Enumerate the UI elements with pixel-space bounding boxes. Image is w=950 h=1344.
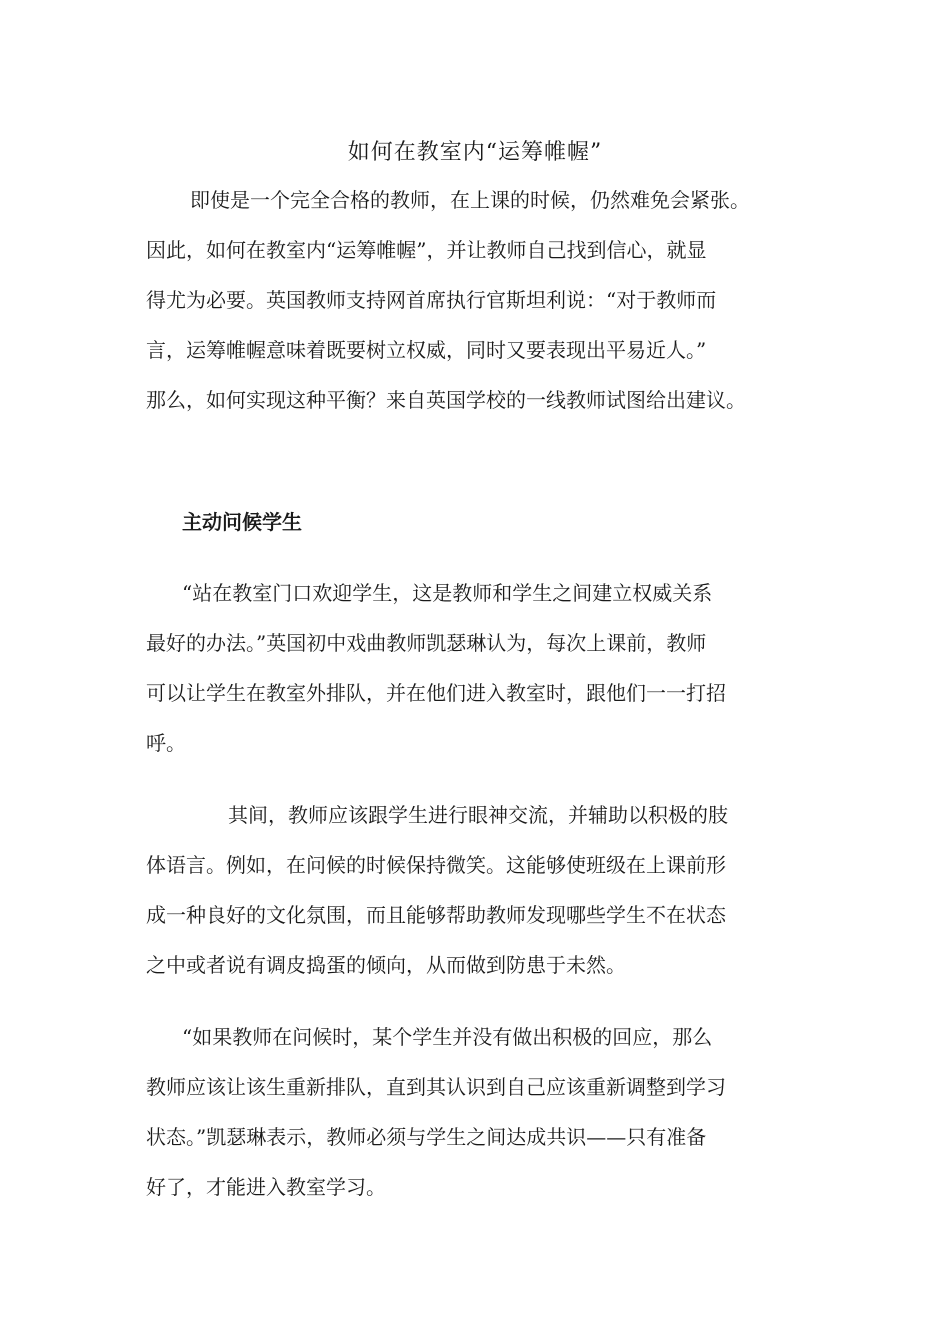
paragraph-2-line-4: 之中或者说有调皮捣蛋的倾向，从而做到防患于未然。 — [146, 953, 626, 977]
paragraph-3-line-3: 状态。”凯瑟琳表示，教师必须与学生之间达成共识——只有准备 — [146, 1125, 707, 1149]
intro-line-2: 因此，如何在教室内“运筹帷幄”，并让教师自己找到信心，就显 — [146, 238, 707, 262]
intro-line-3: 得尤为必要。英国教师支持网首席执行官斯坦利说：“对于教师而 — [146, 288, 717, 312]
intro-line-4: 言，运筹帷幄意味着既要树立权威，同时又要表现出平易近人。” — [146, 338, 707, 362]
paragraph-2-line-1: 其间，教师应该跟学生进行眼神交流，并辅助以积极的肢 — [228, 803, 728, 827]
intro-line-5: 那么，如何实现这种平衡？来自英国学校的一线教师试图给出建议。 — [146, 388, 746, 412]
paragraph-1-line-2: 最好的办法。”英国初中戏曲教师凯瑟琳认为，每次上课前，教师 — [146, 631, 707, 655]
paragraph-3-line-2: 教师应该让该生重新排队，直到其认识到自己应该重新调整到学习 — [146, 1075, 726, 1099]
paragraph-1-line-4: 呼。 — [146, 731, 186, 755]
section-heading: 主动问候学生 — [182, 510, 302, 534]
paragraph-1-line-1: “站在教室门口欢迎学生，这是教师和学生之间建立权威关系 — [182, 581, 713, 605]
paragraph-1-line-3: 可以让学生在教室外排队，并在他们进入教室时，跟他们一一打招 — [146, 681, 726, 705]
document-title: 如何在教室内“运筹帷幄” — [347, 140, 603, 165]
paragraph-3-line-4: 好了，才能进入教室学习。 — [146, 1175, 386, 1199]
paragraph-2-line-3: 成一种良好的文化氛围，而且能够帮助教师发现哪些学生不在状态 — [146, 903, 726, 927]
paragraph-3-line-1: “如果教师在问候时，某个学生并没有做出积极的回应，那么 — [182, 1025, 713, 1049]
paragraph-2-line-2: 体语言。例如，在问候的时候保持微笑。这能够使班级在上课前形 — [146, 853, 726, 877]
intro-line-1: 即使是一个完全合格的教师，在上课的时候，仍然难免会紧张。 — [190, 188, 750, 212]
